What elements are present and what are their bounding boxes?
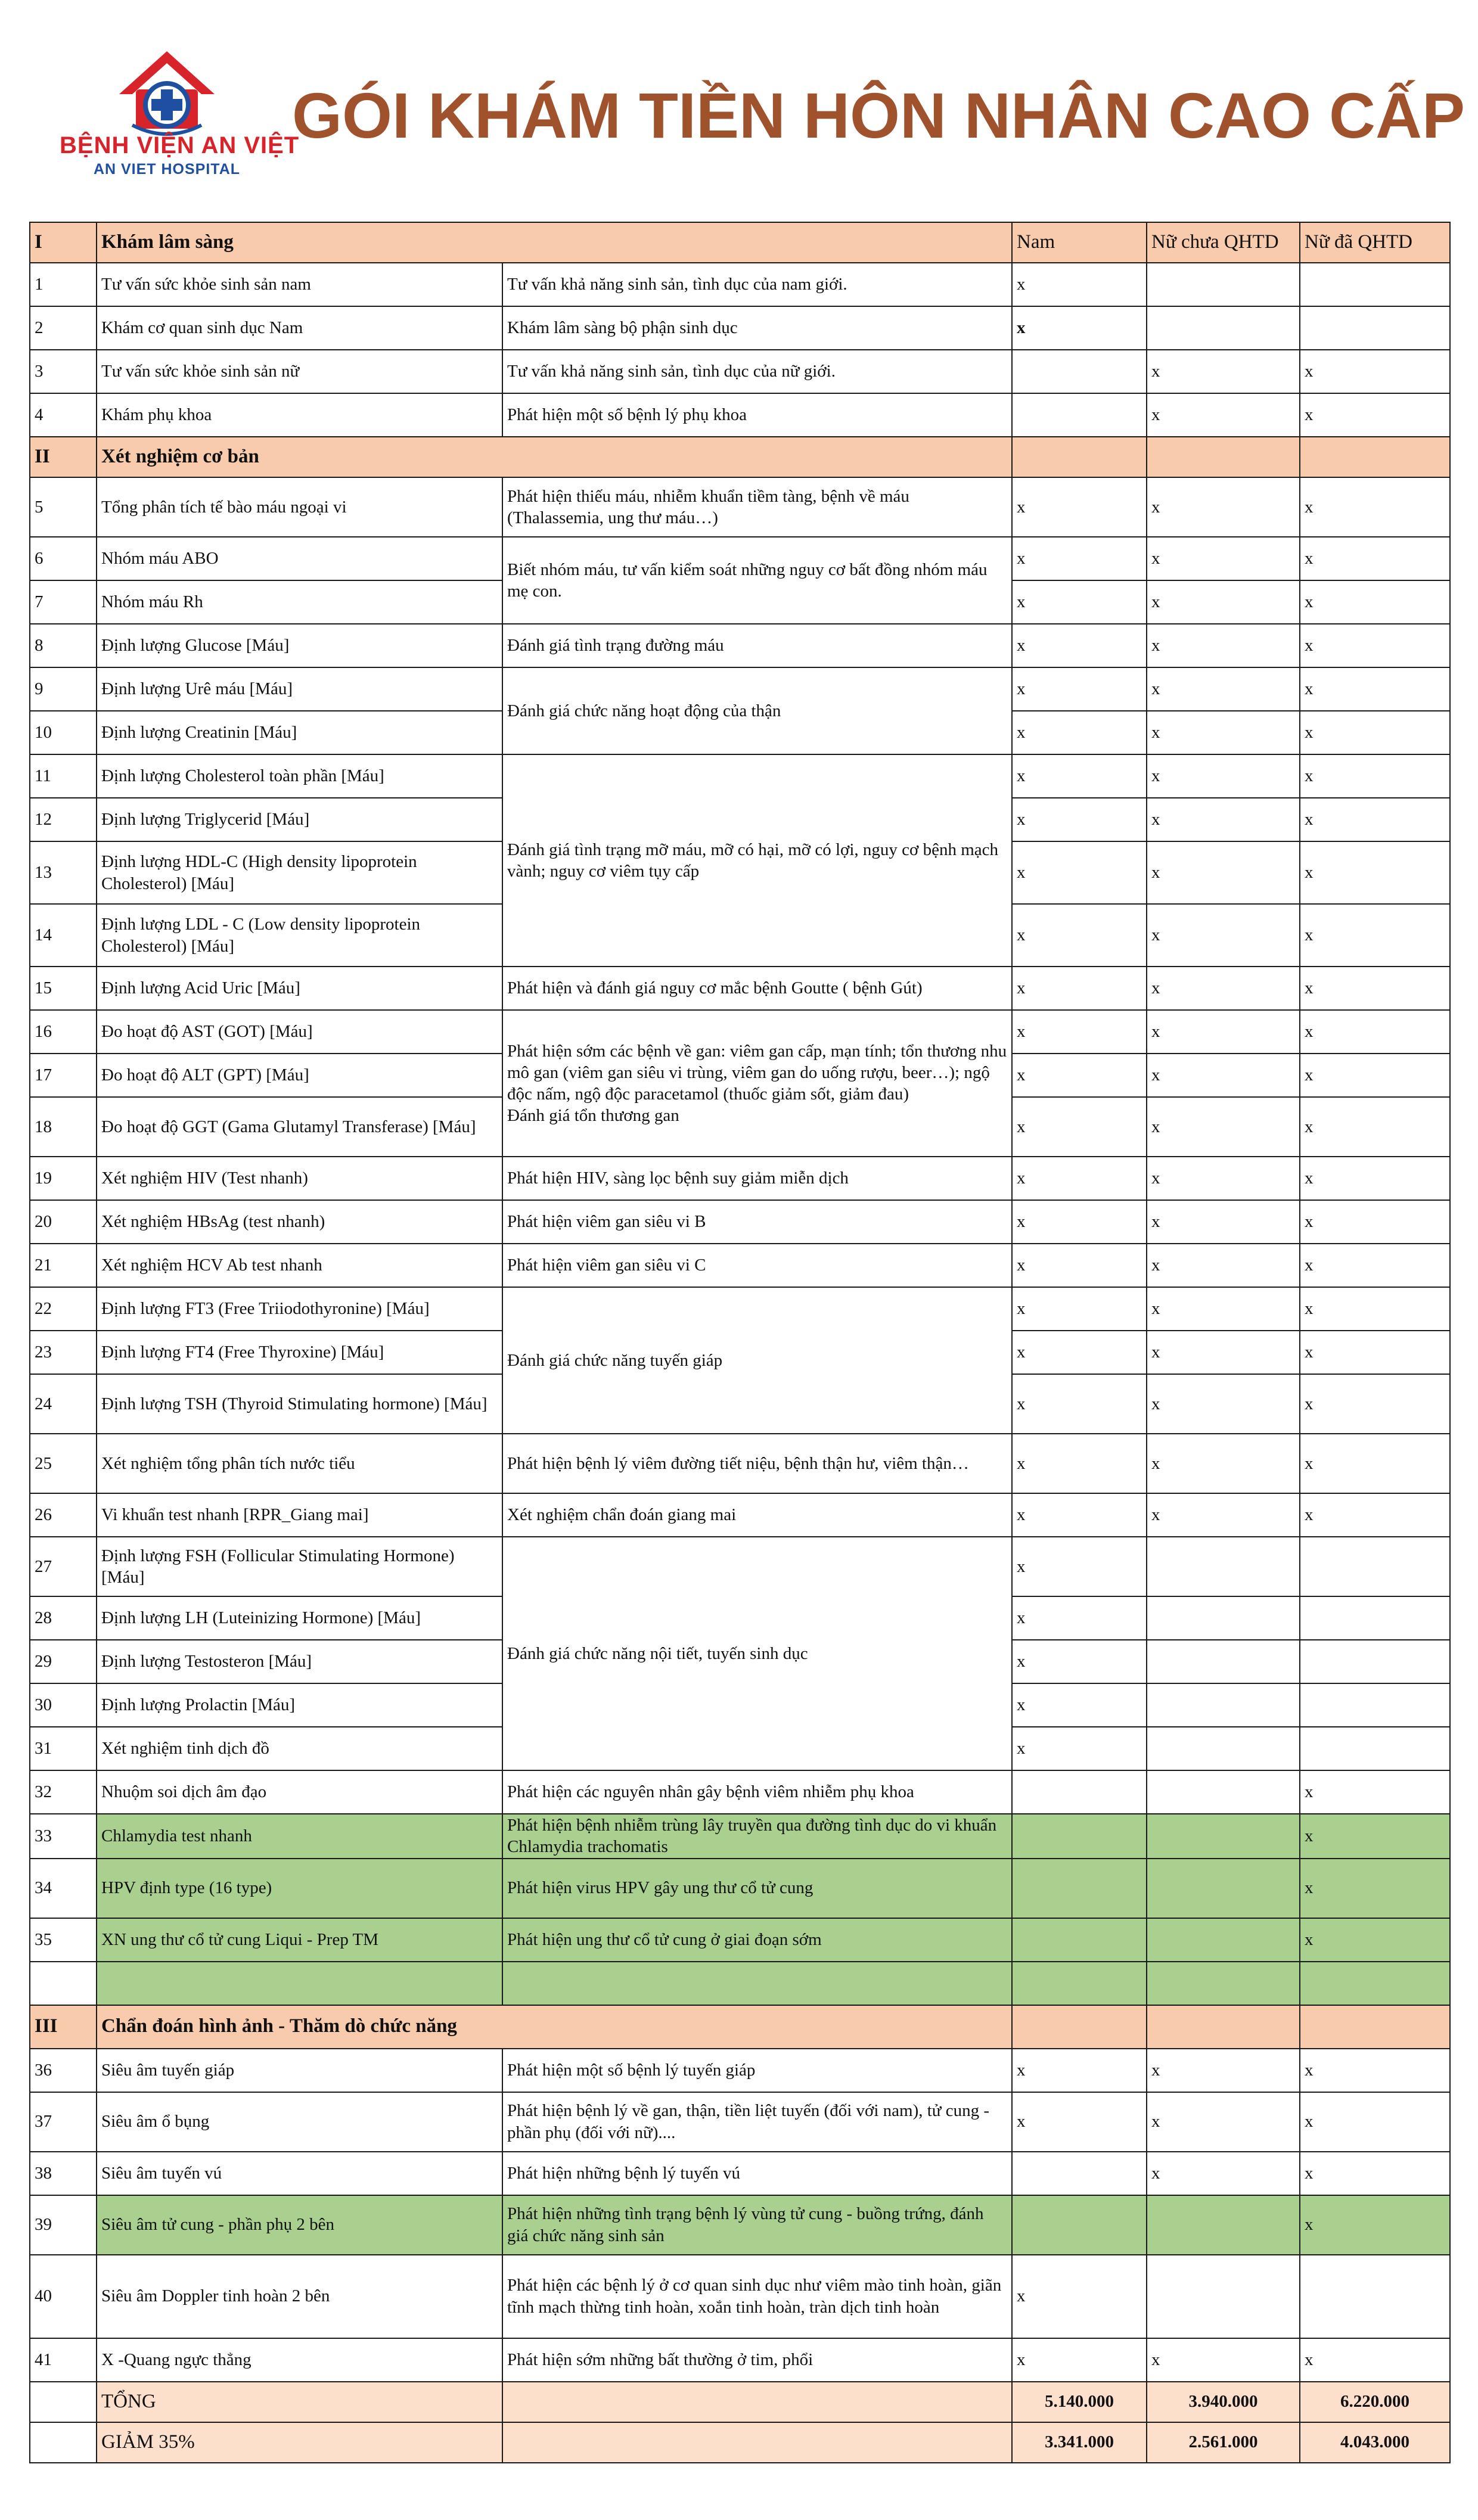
mark-nam: x [1012, 1200, 1147, 1244]
mark-nu-da: x [1300, 1331, 1450, 1374]
total-nu-da: 6.220.000 [1300, 2382, 1450, 2422]
mark-nu-da: x [1300, 1918, 1450, 1962]
mark-nu-da [1300, 1537, 1450, 1596]
row-description: Phát hiện những bệnh lý tuyến vú [502, 2152, 1012, 2195]
mark-nu-da: x [1300, 1770, 1450, 1814]
row-item: Định lượng Acid Uric [Máu] [97, 967, 502, 1010]
mark-nam: x [1012, 1010, 1147, 1054]
mark-nam: x [1012, 967, 1147, 1010]
mark-nu-da [1300, 1596, 1450, 1640]
mark-nu-chua: x [1147, 1244, 1300, 1287]
table-row [30, 537, 1450, 580]
row-item: Siêu âm tuyến giáp [97, 2049, 502, 2092]
row-item: Định lượng LH (Luteinizing Hormone) [Máu] [97, 1596, 502, 1640]
table-row [30, 306, 1450, 350]
row-description [502, 1962, 1012, 2005]
total-nu-chua: 3.940.000 [1147, 2382, 1300, 2422]
row-number: 30 [30, 1683, 97, 1727]
row-number: 17 [30, 1054, 97, 1097]
page-header [0, 0, 1478, 220]
mark-nu-chua: x [1147, 711, 1300, 754]
row-description [502, 1010, 1012, 1157]
row-description: Khám lâm sàng bộ phận sinh dục [502, 306, 1012, 350]
row-item: Xét nghiệm HIV (Test nhanh) [97, 1157, 502, 1200]
mark-nu-chua [1147, 1962, 1300, 2005]
row-item: Xét nghiệm HBsAg (test nhanh) [97, 1200, 502, 1244]
row-number: 7 [30, 580, 97, 624]
table-row [30, 1434, 1450, 1493]
row-item: HPV định type (16 type) [97, 1859, 502, 1918]
mark-nu-da: x [1300, 1287, 1450, 1331]
row-number: 6 [30, 537, 97, 580]
col-header-nu-da: Nữ đã QHTD [1300, 222, 1450, 263]
mark-nam: x [1012, 1287, 1147, 1331]
mark-nam: x [1012, 711, 1147, 754]
mark-nu-da: x [1300, 1814, 1450, 1859]
row-item [97, 1962, 502, 2005]
row-number: 18 [30, 1097, 97, 1157]
table-row-highlighted [30, 2195, 1450, 2255]
row-number: 1 [30, 263, 97, 306]
mark-nam: x [1012, 841, 1147, 904]
row-description: Phát hiện và đánh giá nguy cơ mắc bệnh Goutte ( bệnh Gút) [502, 967, 1012, 1010]
row-number: 24 [30, 1374, 97, 1434]
row-description: Phát hiện các bệnh lý ở cơ quan sinh dục như viêm mào tinh hoàn, giãn tĩnh mạch thừng tinh hoàn, xoắn tinh hoàn, tràn dịch tinh hoàn [502, 2255, 1012, 2338]
table-row [30, 624, 1450, 667]
mark-nu-chua: x [1147, 2152, 1300, 2195]
discount-nam: 3.341.000 [1012, 2422, 1147, 2463]
mark-nu-chua: x [1147, 537, 1300, 580]
row-item: Định lượng Triglycerid [Máu] [97, 798, 502, 841]
mark-nam [1012, 1859, 1147, 1918]
row-item: Đo hoạt độ AST (GOT) [Máu] [97, 1010, 502, 1054]
mark-nam [1012, 1962, 1147, 2005]
row-number: 37 [30, 2092, 97, 2152]
row-item: Định lượng Glucose [Máu] [97, 624, 502, 667]
mark-nu-chua: x [1147, 1097, 1300, 1157]
mark-nu-da [1300, 306, 1450, 350]
row-number: 31 [30, 1727, 97, 1770]
mark-nu-da: x [1300, 1054, 1450, 1097]
table-row [30, 1770, 1450, 1814]
mark-nu-da: x [1300, 1374, 1450, 1434]
mark-nam: x [1012, 1374, 1147, 1434]
row-item: Định lượng Creatinin [Máu] [97, 711, 502, 754]
discount-nu-da: 4.043.000 [1300, 2422, 1450, 2463]
mark-nam: x [1012, 2092, 1147, 2152]
table-row [30, 967, 1450, 1010]
mark-nu-chua: x [1147, 667, 1300, 711]
row-description: Phát hiện bệnh lý về gan, thận, tiền liệt tuyến (đối với nam), tử cung - phần phụ (đối với nữ).... [502, 2092, 1012, 2152]
mark-nu-da [1300, 1962, 1450, 2005]
row-description: Phát hiện sớm những bất thường ở tim, phổi [502, 2338, 1012, 2382]
row-item: Nhóm máu ABO [97, 537, 502, 580]
row-item: Xét nghiệm tinh dịch đồ [97, 1727, 502, 1770]
row-item: Tư vấn sức khỏe sinh sản nam [97, 263, 502, 306]
row-item: Định lượng LDL - C (Low density lipoprotein Cholesterol) [Máu] [97, 904, 502, 967]
table-row [30, 263, 1450, 306]
row-description: Đánh giá chức năng tuyến giáp [502, 1287, 1012, 1434]
mark-nam: x [1012, 798, 1147, 841]
table-row-highlighted [30, 1962, 1450, 2005]
mark-nu-chua: x [1147, 1434, 1300, 1493]
row-number: 23 [30, 1331, 97, 1374]
row-item: Tổng phân tích tế bào máu ngoại vi [97, 477, 502, 537]
mark-nam: x [1012, 1244, 1147, 1287]
row-number: 29 [30, 1640, 97, 1683]
row-number: 10 [30, 711, 97, 754]
row-number: 15 [30, 967, 97, 1010]
row-item: Nhuộm soi dịch âm đạo [97, 1770, 502, 1814]
mark-nu-da [1300, 2255, 1450, 2338]
row-description: Đánh giá tình trạng đường máu [502, 624, 1012, 667]
table-row [30, 2338, 1450, 2382]
row-number: 28 [30, 1596, 97, 1640]
mark-nu-chua [1147, 1918, 1300, 1962]
mark-nam: x [1012, 2338, 1147, 2382]
section-number: I [30, 222, 97, 263]
table-row [30, 2049, 1450, 2092]
mark-nu-chua [1147, 1537, 1300, 1596]
mark-nam [1012, 1918, 1147, 1962]
mark-nam: x [1012, 1537, 1147, 1596]
mark-nam: x [1012, 904, 1147, 967]
row-description: Tư vấn khả năng sinh sản, tình dục của nam giới. [502, 263, 1012, 306]
row-item: Đo hoạt độ GGT (Gama Glutamyl Transferase) [Máu] [97, 1097, 502, 1157]
discount-row [30, 2422, 1450, 2463]
row-number [30, 1962, 97, 2005]
row-item: Siêu âm Doppler tinh hoàn 2 bên [97, 2255, 502, 2338]
row-number: 26 [30, 1493, 97, 1537]
mark-nam: x [1012, 1331, 1147, 1374]
row-item: Định lượng Prolactin [Máu] [97, 1683, 502, 1727]
table-row [30, 667, 1450, 711]
mark-nu-da [1300, 263, 1450, 306]
row-description: Phát hiện viêm gan siêu vi C [502, 1244, 1012, 1287]
mark-nu-da: x [1300, 2092, 1450, 2152]
row-number: 32 [30, 1770, 97, 1814]
row-number: 38 [30, 2152, 97, 2195]
mark-nu-chua [1147, 1770, 1300, 1814]
mark-nu-da: x [1300, 350, 1450, 393]
row-description: Phát hiện một số bệnh lý phụ khoa [502, 393, 1012, 437]
mark-nu-chua [1147, 1640, 1300, 1683]
row-item: Khám phụ khoa [97, 393, 502, 437]
row-number: 9 [30, 667, 97, 711]
row-number: 35 [30, 1918, 97, 1962]
row-description: Biết nhóm máu, tư vấn kiểm soát những nguy cơ bất đồng nhóm máu mẹ con. [502, 537, 1012, 624]
mark-nu-chua: x [1147, 1010, 1300, 1054]
row-item: Định lượng Testosteron [Máu] [97, 1640, 502, 1683]
row-description: Phát hiện HIV, sàng lọc bệnh suy giảm miễn dịch [502, 1157, 1012, 1200]
section-number: III [30, 2005, 97, 2049]
row-description: Phát hiện bệnh lý viêm đường tiết niệu, bệnh thận hư, viêm thận… [502, 1434, 1012, 1493]
mark-nu-da: x [1300, 1097, 1450, 1157]
mark-nu-da: x [1300, 624, 1450, 667]
page-title: GÓI KHÁM TIỀN HÔN NHÂN CAO CẤP [292, 79, 1465, 151]
mark-nu-chua [1147, 1859, 1300, 1918]
package-table [29, 222, 1451, 2463]
row-item: Định lượng TSH (Thyroid Stimulating hormone) [Máu] [97, 1374, 502, 1434]
mark-nu-chua: x [1147, 393, 1300, 437]
row-item: Nhóm máu Rh [97, 580, 502, 624]
row-number: 11 [30, 754, 97, 798]
mark-nu-da: x [1300, 580, 1450, 624]
row-description: Phát hiện thiếu máu, nhiễm khuẩn tiềm tàng, bệnh về máu (Thalassemia, ung thư máu…) [502, 477, 1012, 537]
row-item: Khám cơ quan sinh dục Nam [97, 306, 502, 350]
table-row-highlighted [30, 1859, 1450, 1918]
row-description: Phát hiện bệnh nhiễm trùng lây truyền qua đường tình dục do vi khuẩn Chlamydia trachomatis [502, 1814, 1012, 1859]
mark-nu-da: x [1300, 754, 1450, 798]
mark-nam: x [1012, 1640, 1147, 1683]
row-number: 25 [30, 1434, 97, 1493]
row-number: 8 [30, 624, 97, 667]
mark-nu-da: x [1300, 711, 1450, 754]
row-item: Định lượng HDL-C (High density lipoprotein Cholesterol) [Máu] [97, 841, 502, 904]
section-row [30, 222, 1450, 263]
mark-nam: x [1012, 1683, 1147, 1727]
mark-nu-chua [1147, 306, 1300, 350]
mark-nu-chua [1147, 2255, 1300, 2338]
row-description: Xét nghiệm chẩn đoán giang mai [502, 1493, 1012, 1537]
mark-nam [1012, 1770, 1147, 1814]
mark-nu-da: x [1300, 2195, 1450, 2255]
mark-nu-da: x [1300, 477, 1450, 537]
mark-nu-da: x [1300, 2049, 1450, 2092]
table-row [30, 2152, 1450, 2195]
mark-nu-chua: x [1147, 624, 1300, 667]
row-description: Đánh giá tình trạng mỡ máu, mỡ có hại, mỡ có lợi, nguy cơ bệnh mạch vành; nguy cơ viêm tụy cấp [502, 754, 1012, 967]
row-item: Định lượng FSH (Follicular Stimulating Hormone) [Máu] [97, 1537, 502, 1596]
table-row [30, 1493, 1450, 1537]
mark-nam [1012, 2152, 1147, 2195]
row-number: 39 [30, 2195, 97, 2255]
logo-name: BỆNH VIỆN AN VIỆT [60, 132, 300, 159]
row-item: Xét nghiệm tổng phân tích nước tiểu [97, 1434, 502, 1493]
row-description: Đánh giá chức năng nội tiết, tuyến sinh dục [502, 1537, 1012, 1770]
total-row [30, 2382, 1450, 2422]
row-number: 20 [30, 1200, 97, 1244]
mark-nu-da: x [1300, 841, 1450, 904]
mark-nu-da [1300, 1640, 1450, 1683]
mark-nu-da: x [1300, 2152, 1450, 2195]
mark-nam: x [1012, 667, 1147, 711]
row-item: Tư vấn sức khỏe sinh sản nữ [97, 350, 502, 393]
table-row [30, 754, 1450, 798]
row-number: 40 [30, 2255, 97, 2338]
mark-nu-chua: x [1147, 754, 1300, 798]
row-item: Xét nghiệm HCV Ab test nhanh [97, 1244, 502, 1287]
table-row [30, 2255, 1450, 2338]
mark-nam [1012, 350, 1147, 393]
section-title: Khám lâm sàng [97, 222, 1012, 263]
row-number: 2 [30, 306, 97, 350]
section-row [30, 2005, 1450, 2049]
mark-nu-chua: x [1147, 2338, 1300, 2382]
row-item: Định lượng FT4 (Free Thyroxine) [Máu] [97, 1331, 502, 1374]
mark-nu-da: x [1300, 798, 1450, 841]
row-item: Định lượng Urê máu [Máu] [97, 667, 502, 711]
mark-nu-chua: x [1147, 1493, 1300, 1537]
mark-nu-chua [1147, 1814, 1300, 1859]
mark-nu-chua: x [1147, 1054, 1300, 1097]
mark-nam: x [1012, 537, 1147, 580]
logo-subtitle: AN VIET HOSPITAL [93, 161, 241, 178]
table-row [30, 1537, 1450, 1596]
mark-nu-chua [1147, 1596, 1300, 1640]
mark-nam: x [1012, 754, 1147, 798]
mark-nu-chua: x [1147, 477, 1300, 537]
table-row [30, 1287, 1450, 1331]
hospital-cross-logo-icon [114, 48, 219, 137]
row-item: XN ung thư cổ tử cung Liqui - Prep TM [97, 1918, 502, 1962]
mark-nu-chua [1147, 1727, 1300, 1770]
col-header-nam: Nam [1012, 222, 1147, 263]
mark-nam: x [1012, 624, 1147, 667]
row-description: Tư vấn khả năng sinh sản, tình dục của nữ giới. [502, 350, 1012, 393]
mark-nu-chua: x [1147, 841, 1300, 904]
mark-nam: x [1012, 1157, 1147, 1200]
mark-nu-chua [1147, 263, 1300, 306]
hospital-logo [60, 48, 300, 185]
row-description: Đánh giá chức năng hoạt động của thận [502, 667, 1012, 754]
row-number: 5 [30, 477, 97, 537]
mark-nam: x [1012, 1434, 1147, 1493]
section-title: Xét nghiệm cơ bản [97, 437, 1012, 477]
mark-nu-da: x [1300, 2338, 1450, 2382]
mark-nam [1012, 2195, 1147, 2255]
mark-nu-da: x [1300, 537, 1450, 580]
section-number: II [30, 437, 97, 477]
row-number: 27 [30, 1537, 97, 1596]
mark-nu-da: x [1300, 393, 1450, 437]
row-number: 36 [30, 2049, 97, 2092]
mark-nu-chua: x [1147, 1157, 1300, 1200]
total-nam: 5.140.000 [1012, 2382, 1147, 2422]
table-row [30, 1244, 1450, 1287]
mark-nu-da: x [1300, 967, 1450, 1010]
mark-nam: x [1012, 1727, 1147, 1770]
mark-nu-chua: x [1147, 1374, 1300, 1434]
table-row [30, 1200, 1450, 1244]
row-number: 22 [30, 1287, 97, 1331]
row-description: Phát hiện virus HPV gây ung thư cổ tử cung [502, 1859, 1012, 1918]
row-number: 12 [30, 798, 97, 841]
mark-nu-chua: x [1147, 2092, 1300, 2152]
row-number: 41 [30, 2338, 97, 2382]
row-item: Siêu âm ổ bụng [97, 2092, 502, 2152]
mark-nu-da: x [1300, 1157, 1450, 1200]
table-row [30, 350, 1450, 393]
mark-nu-chua [1147, 2195, 1300, 2255]
mark-nam: x [1012, 2049, 1147, 2092]
mark-nu-da: x [1300, 1434, 1450, 1493]
mark-nam: x [1012, 1493, 1147, 1537]
mark-nu-da: x [1300, 1859, 1450, 1918]
row-item: Đo hoạt độ ALT (GPT) [Máu] [97, 1054, 502, 1097]
row-number: 33 [30, 1814, 97, 1859]
mark-nam: x [1012, 1054, 1147, 1097]
table-row [30, 1010, 1450, 1054]
mark-nam [1012, 393, 1147, 437]
mark-nu-chua [1147, 1683, 1300, 1727]
liver-description: Phát hiện sớm các bệnh về gan: viêm gan cấp, mạn tính; tổn thương nhu mô gan (viêm gan siêu vi trùng, viêm gan do uống rượu, beer…); ngộ độc nấm, ngộ độc paracetamol (thuốc giảm sốt, giảm đau) [507, 1041, 1007, 1104]
row-number: 3 [30, 350, 97, 393]
liver-description-2: Đánh giá tổn thương gan [507, 1106, 679, 1126]
col-header-nu-chua: Nữ chưa QHTD [1147, 222, 1300, 263]
row-item: X -Quang ngực thẳng [97, 2338, 502, 2382]
mark-nu-chua: x [1147, 967, 1300, 1010]
section-row [30, 437, 1450, 477]
mark-nam: x [1012, 580, 1147, 624]
mark-nam: x [1012, 1097, 1147, 1157]
row-number: 19 [30, 1157, 97, 1200]
mark-nu-da: x [1300, 904, 1450, 967]
table-row [30, 1157, 1450, 1200]
row-number: 34 [30, 1859, 97, 1918]
row-description: Phát hiện những tình trạng bệnh lý vùng tử cung - buồng trứng, đánh giá chức năng sinh sản [502, 2195, 1012, 2255]
row-number: 16 [30, 1010, 97, 1054]
table-row-highlighted [30, 1814, 1450, 1859]
row-number: 21 [30, 1244, 97, 1287]
discount-nu-chua: 2.561.000 [1147, 2422, 1300, 2463]
table-row [30, 2092, 1450, 2152]
mark-nu-da: x [1300, 1200, 1450, 1244]
mark-nu-chua: x [1147, 798, 1300, 841]
row-description: Phát hiện viêm gan siêu vi B [502, 1200, 1012, 1244]
mark-nam: x [1012, 477, 1147, 537]
mark-nu-chua: x [1147, 1287, 1300, 1331]
discount-label: GIẢM 35% [97, 2422, 502, 2463]
row-item: Siêu âm tử cung - phần phụ 2 bên [97, 2195, 502, 2255]
row-number: 4 [30, 393, 97, 437]
total-label: TỔNG [97, 2382, 502, 2422]
mark-nam: x [1012, 2255, 1147, 2338]
mark-nu-da: x [1300, 1010, 1450, 1054]
table-row [30, 477, 1450, 537]
mark-nu-da: x [1300, 1493, 1450, 1537]
mark-nu-chua: x [1147, 2049, 1300, 2092]
mark-nu-chua: x [1147, 1200, 1300, 1244]
mark-nu-chua: x [1147, 904, 1300, 967]
row-item: Chlamydia test nhanh [97, 1814, 502, 1859]
mark-nu-da [1300, 1727, 1450, 1770]
row-description: Phát hiện một số bệnh lý tuyến giáp [502, 2049, 1012, 2092]
row-item: Siêu âm tuyến vú [97, 2152, 502, 2195]
row-description: Phát hiện ung thư cổ tử cung ở giai đoạn sớm [502, 1918, 1012, 1962]
mark-nam: x [1012, 1596, 1147, 1640]
mark-nu-chua: x [1147, 580, 1300, 624]
mark-nam [1012, 1814, 1147, 1859]
table-row-highlighted [30, 1918, 1450, 1962]
mark-nu-da: x [1300, 667, 1450, 711]
mark-nu-da: x [1300, 1244, 1450, 1287]
row-number: 14 [30, 904, 97, 967]
row-item: Định lượng Cholesterol toàn phần [Máu] [97, 754, 502, 798]
row-description: Phát hiện các nguyên nhân gây bệnh viêm nhiễm phụ khoa [502, 1770, 1012, 1814]
table-row [30, 393, 1450, 437]
row-item: Vi khuẩn test nhanh [RPR_Giang mai] [97, 1493, 502, 1537]
section-title: Chẩn đoán hình ảnh - Thăm dò chức năng [97, 2005, 1012, 2049]
mark-nu-chua: x [1147, 350, 1300, 393]
mark-nu-da [1300, 1683, 1450, 1727]
row-number: 13 [30, 841, 97, 904]
mark-nam: x [1012, 263, 1147, 306]
mark-nam: x [1012, 306, 1147, 350]
mark-nu-chua: x [1147, 1331, 1300, 1374]
row-item: Định lượng FT3 (Free Triiodothyronine) [Máu] [97, 1287, 502, 1331]
